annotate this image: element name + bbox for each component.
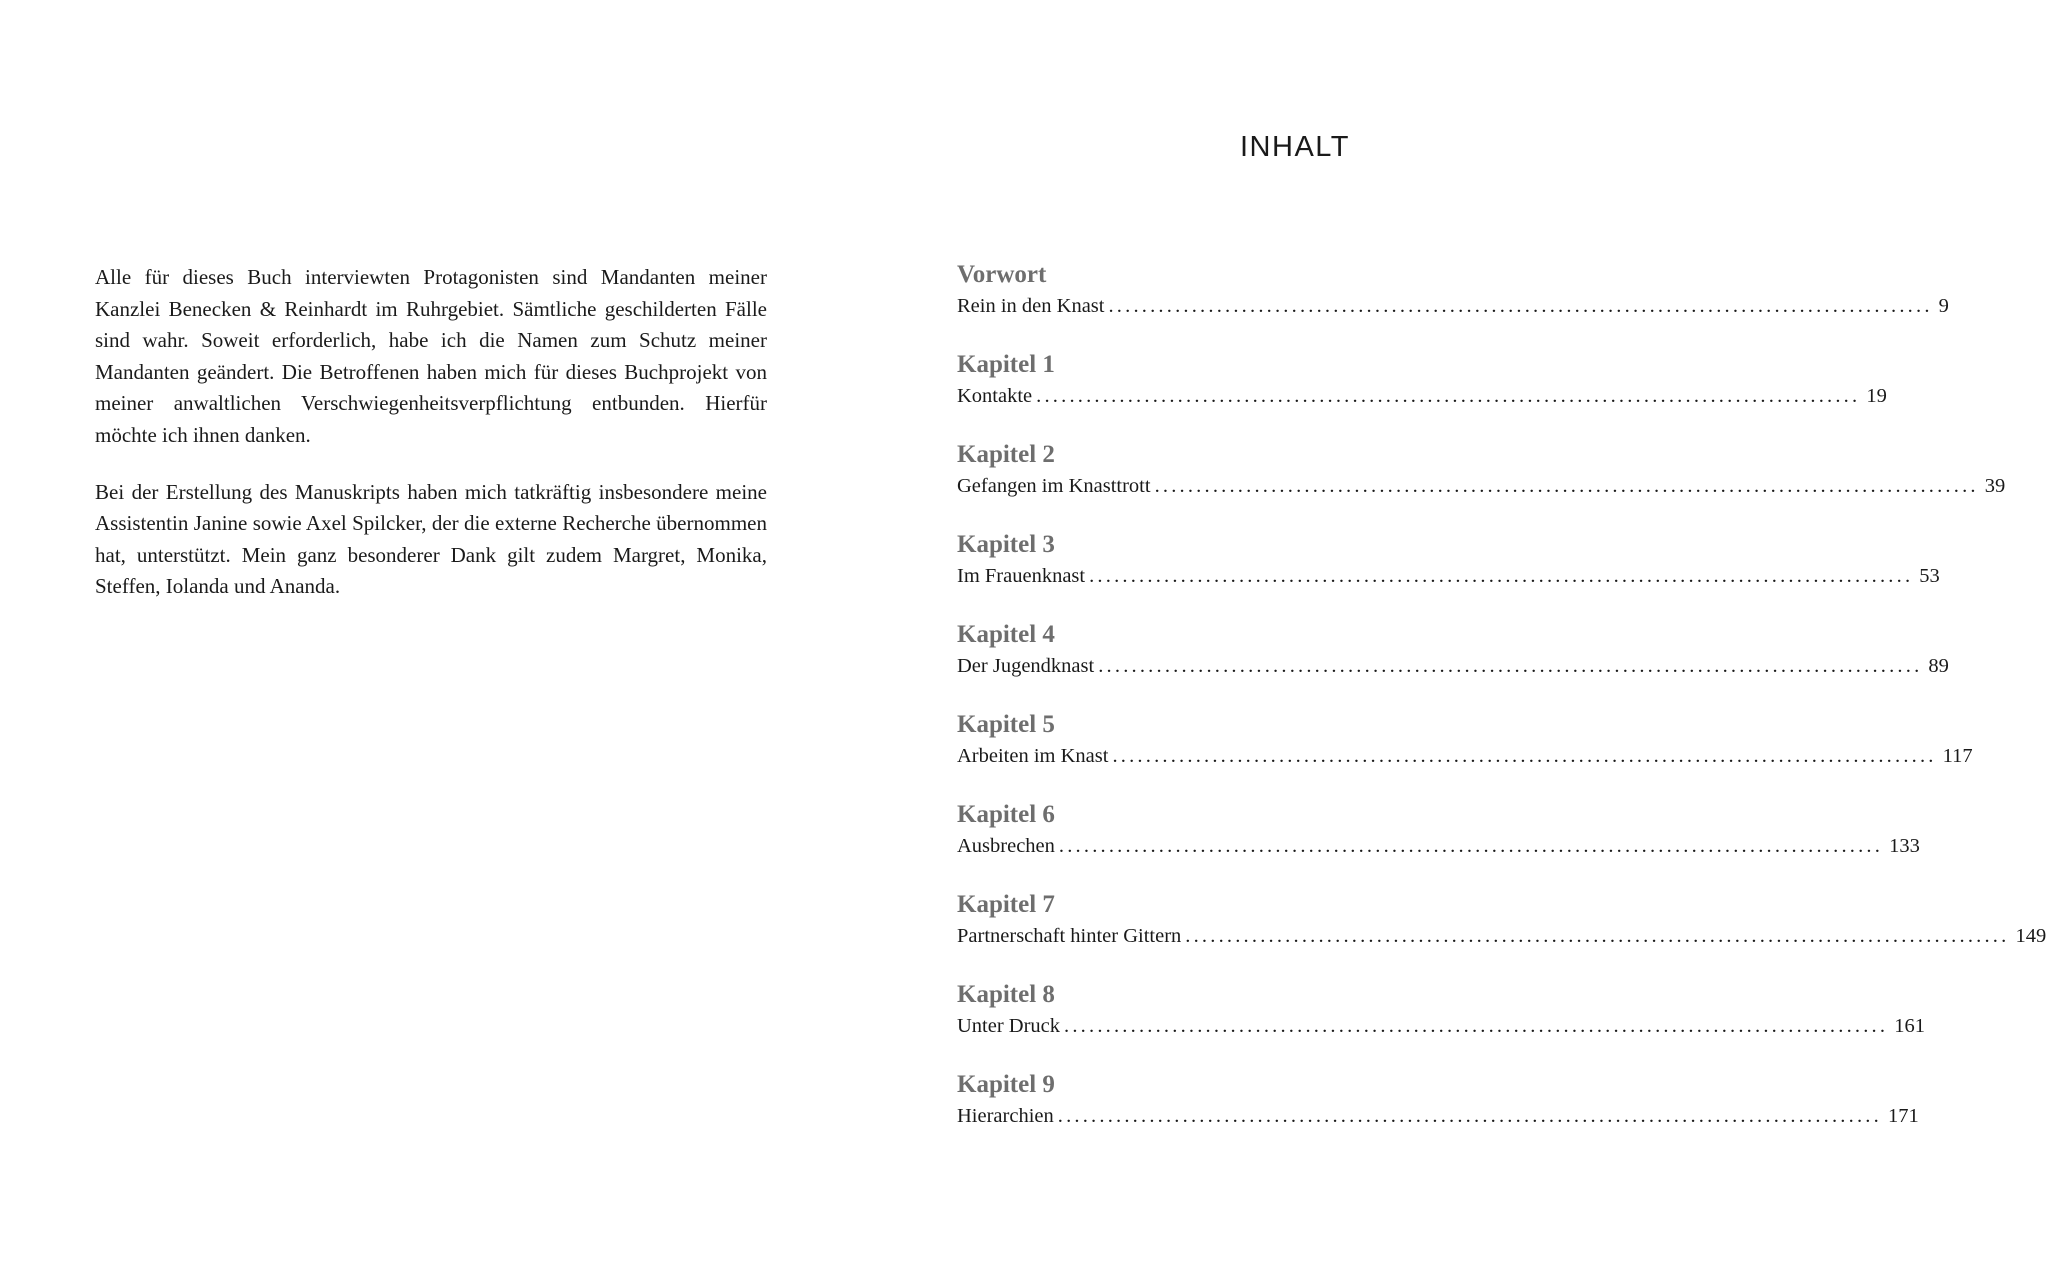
toc-entry xyxy=(957,291,1949,321)
toc-page-number: 19 xyxy=(1866,385,1887,407)
toc-section xyxy=(957,348,1887,438)
toc-heading: Kapitel 4 xyxy=(957,621,1055,648)
toc-entry-title: Rein in den Knast xyxy=(957,295,1105,317)
toc-section xyxy=(957,258,1949,348)
toc-section xyxy=(957,708,1973,798)
toc-entry xyxy=(957,741,1973,771)
table-of-contents xyxy=(957,258,2046,1158)
toc-entry xyxy=(957,381,1887,411)
toc-section xyxy=(957,618,1949,708)
toc-heading: Kapitel 7 xyxy=(957,891,1055,918)
toc-entry-title: Hierarchien xyxy=(957,1105,1054,1127)
toc-heading: Kapitel 3 xyxy=(957,531,1055,558)
toc-entry xyxy=(957,651,1949,681)
toc-heading: Kapitel 6 xyxy=(957,801,1055,828)
dot-leader: ................................................................................................... xyxy=(1112,745,1937,767)
dot-leader: ................................................................................................... xyxy=(1108,295,1933,317)
dot-leader: ................................................................................................... xyxy=(1036,385,1861,407)
dot-leader: ................................................................................................... xyxy=(1064,1015,1889,1037)
dot-leader: ................................................................................................... xyxy=(1057,1105,1882,1127)
toc-page-number: 133 xyxy=(1889,835,1920,857)
toc-heading: Kapitel 9 xyxy=(957,1071,1055,1098)
toc-entry xyxy=(957,921,2046,951)
acknowledgements-page xyxy=(95,262,767,628)
dot-leader: ................................................................................................... xyxy=(1098,655,1923,677)
toc-entry xyxy=(957,1011,1925,1041)
toc-section xyxy=(957,798,1920,888)
dot-leader: ................................................................................................... xyxy=(1185,925,2010,947)
toc-heading: Vorwort xyxy=(957,261,1047,288)
toc-entry-title: Im Frauenknast xyxy=(957,565,1086,587)
dot-leader: ................................................................................................... xyxy=(1058,835,1884,857)
toc-section xyxy=(957,528,1940,618)
toc-entry xyxy=(957,1101,1919,1131)
toc-heading: Kapitel 1 xyxy=(957,351,1055,378)
toc-entry-title: Arbeiten im Knast xyxy=(957,745,1109,767)
toc-page-number: 161 xyxy=(1894,1015,1925,1037)
dot-leader: ................................................................................................... xyxy=(1154,475,1979,497)
toc-entry-title: Ausbrechen xyxy=(957,835,1055,857)
acknowledgement-paragraph: Bei der Erstellung des Manuskripts haben mich tatkräftig insbesondere meine Assistentin Janine sowie Axel Spilcker, der die externe Recherche übernommen hat, unterstützt. Mein ganz besonderer Dank gilt zudem Margret, Monika, Steffen, Iolanda und Ananda. xyxy=(95,479,767,599)
toc-heading: Kapitel 2 xyxy=(957,441,1055,468)
acknowledgement-paragraph: Alle für dieses Buch interviewten Protagonisten sind Mandanten meiner Kanzlei Benecken & Reinhardt im Ruhrgebiet. Sämtliche geschilderten Fälle sind wahr. Soweit erforderlich, habe ich die Namen zum Schutz meiner Mandanten geändert. Die Betroffenen haben mich für dieses Buchprojekt von meiner anwaltlichen Verschwiegenheitsverpflichtung entbunden. Hierfür möchte ich ihnen danken. xyxy=(95,265,767,447)
toc-entry xyxy=(957,561,1940,591)
toc-entry-title: Kontakte xyxy=(957,385,1033,407)
dot-leader: ................................................................................................... xyxy=(1089,565,1914,587)
toc-page-number: 39 xyxy=(1984,475,2006,497)
toc-section xyxy=(957,888,2046,978)
toc-page-number: 53 xyxy=(1919,565,1940,587)
toc-page-number: 117 xyxy=(1942,745,1973,767)
toc-entry-title: Partnerschaft hinter Gittern xyxy=(957,925,1182,947)
toc-entry-title: Gefangen im Knasttrott xyxy=(957,475,1151,497)
toc-heading: Kapitel 5 xyxy=(957,711,1055,738)
toc-page-number: 171 xyxy=(1887,1105,1919,1127)
toc-page-number: 9 xyxy=(1938,295,1949,317)
toc-entry-title: Unter Druck xyxy=(957,1015,1061,1037)
toc-entry xyxy=(957,471,2006,501)
toc-page-number: 149 xyxy=(2015,925,2046,947)
toc-section xyxy=(957,438,2006,528)
toc-section xyxy=(957,1068,1919,1158)
toc-entry xyxy=(957,831,1920,861)
toc-heading: Kapitel 8 xyxy=(957,981,1055,1008)
toc-section xyxy=(957,978,1925,1068)
toc-entry-title: Der Jugendknast xyxy=(957,655,1095,677)
toc-page-number: 89 xyxy=(1928,655,1949,677)
toc-title: INHALT xyxy=(1240,131,1350,163)
